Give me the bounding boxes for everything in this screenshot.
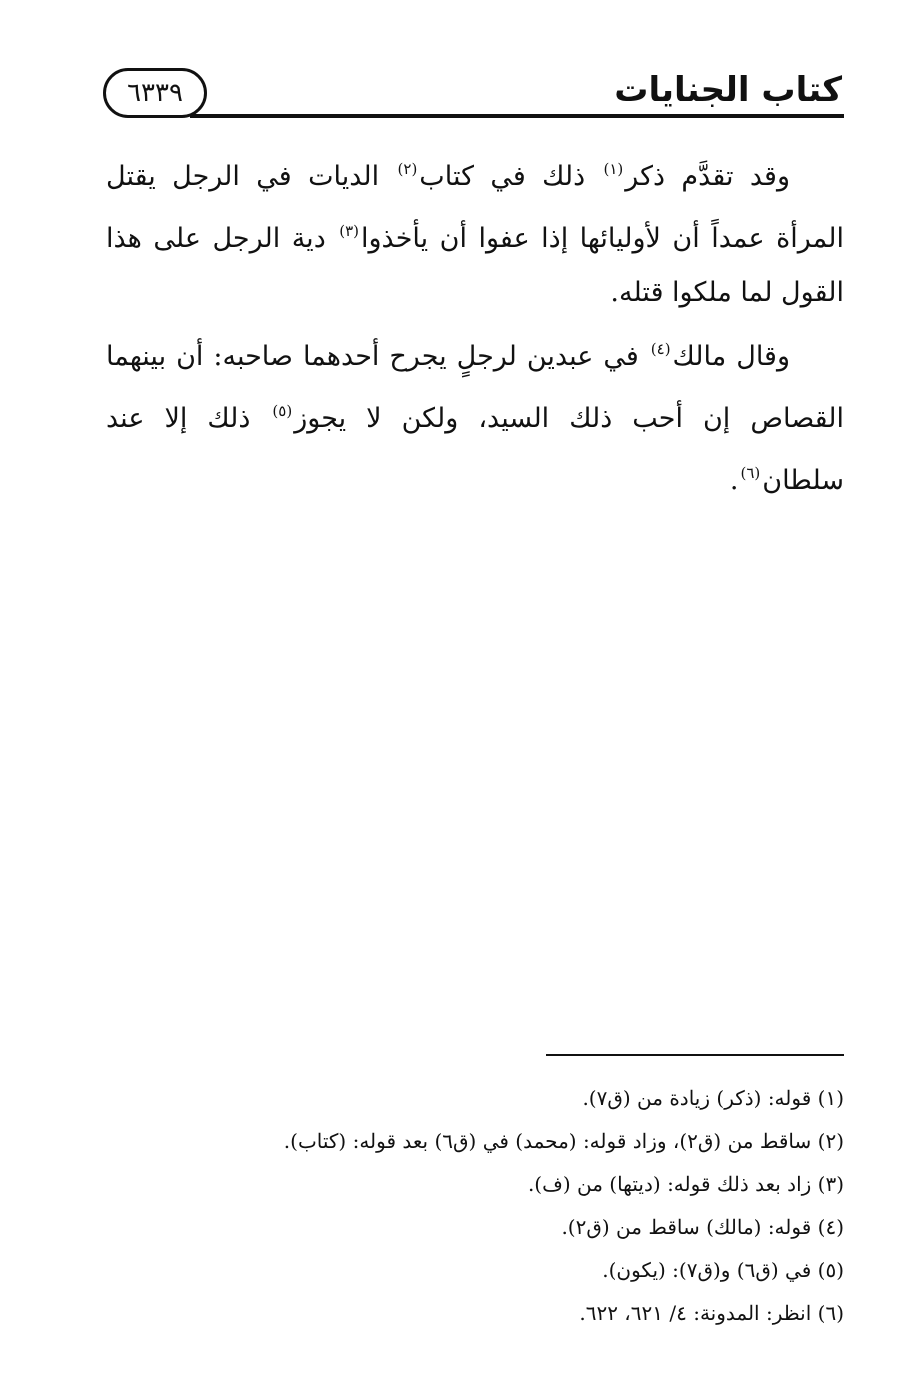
paragraph-1 bbox=[106, 142, 844, 320]
text-segment: دية الرجل على هذا القول لما ملكوا قتله. bbox=[106, 223, 844, 308]
text-segment: وقد تقدَّم ذكر bbox=[625, 161, 790, 192]
text-segment: الديات في الرجل يقتل المرأة عمداً أن لأوليائها إذا عفوا أن يأخذوا bbox=[106, 161, 844, 254]
footnote-ref-3: (٣) bbox=[339, 222, 359, 240]
footnotes bbox=[106, 1077, 844, 1335]
footnote-6: (٦) انظر: المدونة: ٤/ ٦٢١، ٦٢٢. bbox=[579, 1301, 844, 1325]
footnote-ref-6: (٦) bbox=[740, 464, 761, 482]
footnote-ref-1: (١) bbox=[603, 160, 624, 178]
page-number-badge bbox=[103, 68, 207, 118]
text-segment: ذلك في كتاب bbox=[419, 161, 602, 192]
text-segment: في عبدين لرجلٍ يجرح أحدهما صاحبه: أن بينهما القصاص إن أحب ذلك السيد، ولكن لا يجوز bbox=[106, 341, 844, 434]
footnote-ref-4: (٤) bbox=[650, 340, 671, 358]
text-segment: . bbox=[729, 465, 739, 496]
footnote-ref-5: (٥) bbox=[272, 402, 293, 420]
footnote-ref-2: (٢) bbox=[397, 160, 418, 178]
footnote-4: (٤) قوله: (مالك) ساقط من (ق٢). bbox=[561, 1215, 844, 1239]
paragraph-2 bbox=[106, 322, 844, 508]
text-segment: ذلك إلا عند سلطان bbox=[106, 403, 844, 496]
footnote-5: (٥) في (ق٦) و(ق٧): (يكون). bbox=[602, 1258, 844, 1282]
footnote-2: (٢) ساقط من (ق٢)، وزاد قوله: (محمد) في (ق٦) بعد قوله: (كتاب). bbox=[283, 1129, 844, 1153]
footnote-separator bbox=[546, 1054, 844, 1056]
header-rule bbox=[190, 114, 844, 118]
footnote-3: (٣) زاد بعد ذلك قوله: (ديتها) من (ف). bbox=[527, 1172, 844, 1196]
page-number: ٦٣٣٩ bbox=[127, 78, 183, 108]
main-text bbox=[106, 142, 844, 510]
chapter-title: كتاب الجنايات bbox=[614, 70, 842, 110]
text-segment: وقال مالك bbox=[672, 341, 790, 372]
footnote-1: (١) قوله: (ذكر) زيادة من (ق٧). bbox=[582, 1086, 844, 1110]
